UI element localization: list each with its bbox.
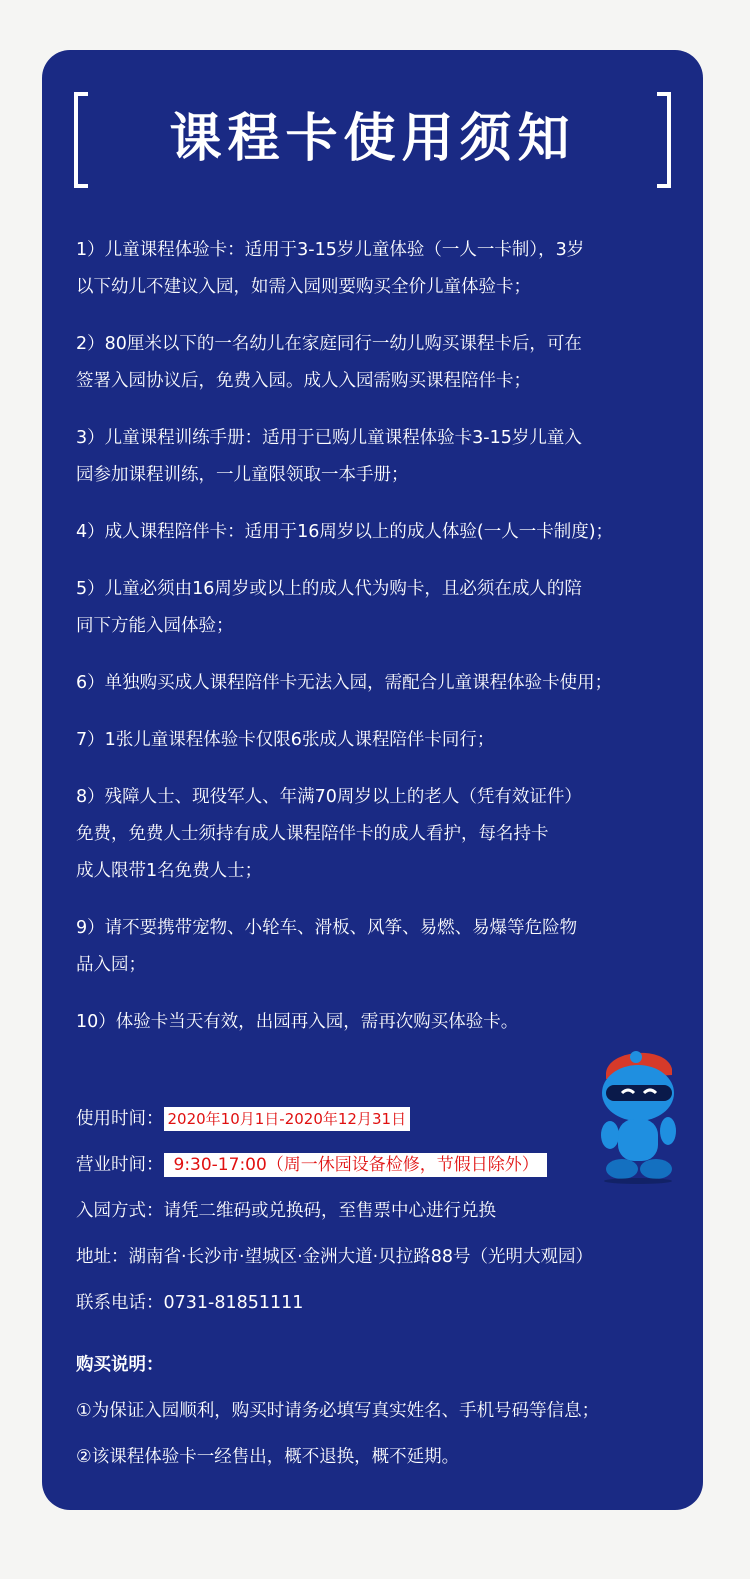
- rule-item: 1）儿童课程体验卡：适用于3-15岁儿童体验（一人一卡制），3岁 以下幼儿不建议入园，如需入园则要购买全价儿童体验卡；: [76, 240, 585, 297]
- address: 地址：湖南省·长沙市·望城区·金洲大道·贝拉路88号（光明大观园）: [76, 1247, 594, 1267]
- usage-time-row: [76, 1096, 686, 1142]
- business-hours-value: 9:30-17:00（周一休园设备检修，节假日除外）: [164, 1153, 547, 1177]
- rule-item: 7）1张儿童课程体验卡仅限6张成人课程陪伴卡同行；: [76, 730, 495, 750]
- purchase-item: ①为保证入园顺利，购买时请务必填写真实姓名、手机号码等信息；: [76, 1401, 600, 1421]
- rule-item: 8）残障人士、现役军人、年满70周岁以上的老人（凭有效证件） 免费，免费人士须持有成人课程陪伴卡的成人看护，每名持卡 成人限带1名免费人士；: [76, 787, 582, 881]
- rule-item: 3）儿童课程训练手册：适用于已购儿童课程体验卡3-15岁儿童入 园参加课程训练，一儿童限领取一本手册；: [76, 428, 582, 485]
- contact-phone: 联系电话：0731-81851111: [76, 1293, 304, 1313]
- usage-time-value: 2020年10月1日-2020年12月31日: [164, 1107, 411, 1131]
- rule-item: 10）体验卡当天有效，出园再入园，需再次购买体验卡。: [76, 1012, 519, 1032]
- page-title: 课程卡使用须知: [169, 109, 576, 169]
- rules-list: [76, 232, 691, 1061]
- business-hours-row: [76, 1142, 686, 1188]
- rule-item: 5）儿童必须由16周岁或以上的成人代为购卡，且必须在成人的陪 同下方能入园体验；: [76, 579, 582, 636]
- purchase-item: ②该课程体验卡一经售出，概不退换，概不延期。: [76, 1447, 460, 1467]
- rule-item: 4）成人课程陪伴卡：适用于16周岁以上的成人体验(一人一卡制度)；: [76, 522, 614, 542]
- rule-item: 2）80厘米以下的一名幼儿在家庭同行一幼儿购买课程卡后，可在 签署入园协议后，免费入园。成人入园需购买课程陪伴卡；: [76, 334, 582, 391]
- rule-item: 9）请不要携带宠物、小轮车、滑板、风筝、易燃、易爆等危险物 品入园；: [76, 918, 578, 975]
- purchase-title: 购买说明：: [76, 1355, 164, 1375]
- business-hours-label: 营业时间：: [76, 1155, 164, 1175]
- info-section: [76, 1096, 686, 1480]
- usage-time-label: 使用时间：: [76, 1109, 164, 1129]
- entry-method: 入园方式：请凭二维码或兑换码，至售票中心进行兑换: [76, 1201, 496, 1221]
- notice-card: [42, 50, 703, 1510]
- rule-item: 6）单独购买成人课程陪伴卡无法入园，需配合儿童课程体验卡使用；: [76, 673, 613, 693]
